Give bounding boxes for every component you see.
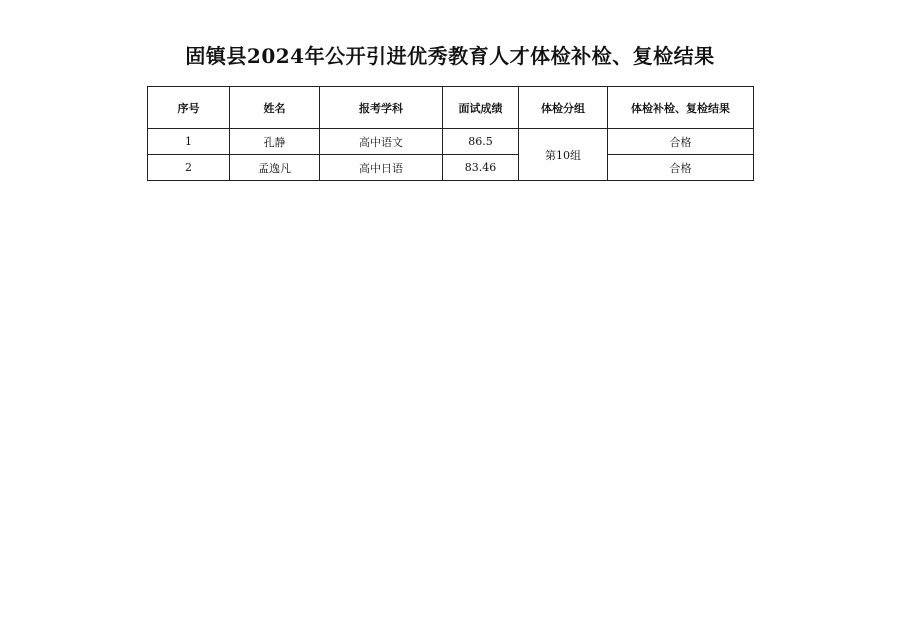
cell-name: 孟逸凡	[230, 155, 320, 181]
header-name: 姓名	[230, 87, 320, 129]
cell-number: 2	[148, 155, 230, 181]
cell-exam-group: 第10组	[519, 129, 608, 181]
cell-name: 孔静	[230, 129, 320, 155]
table-header-row	[148, 87, 754, 129]
results-table	[147, 86, 754, 181]
header-number: 序号	[148, 87, 230, 129]
cell-interview-score: 83.46	[443, 155, 519, 181]
header-recheck-result: 体检补检、复检结果	[608, 87, 754, 129]
cell-subject: 高中语文	[320, 129, 443, 155]
header-subject: 报考学科	[320, 87, 443, 129]
document-title: 固镇县2024年公开引进优秀教育人才体检补检、复检结果	[185, 44, 715, 68]
header-exam-group: 体检分组	[519, 87, 608, 129]
table-row	[148, 129, 754, 155]
cell-interview-score: 86.5	[443, 129, 519, 155]
cell-subject: 高中日语	[320, 155, 443, 181]
table-row	[148, 155, 754, 181]
header-interview-score: 面试成绩	[443, 87, 519, 129]
cell-number: 1	[148, 129, 230, 155]
cell-recheck-result: 合格	[608, 155, 754, 181]
cell-recheck-result: 合格	[608, 129, 754, 155]
